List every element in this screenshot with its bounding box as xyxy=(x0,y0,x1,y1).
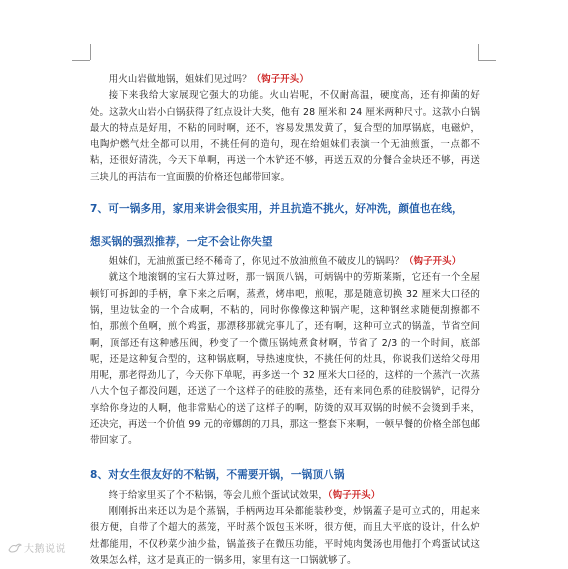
paragraph-text: 姐妹们，无油煎蛋已经不稀奇了，你见过不放油煎鱼不破皮儿的锅吗？ xyxy=(108,256,405,268)
section-heading-continued: 想买锅的强烈推荐，一定不会让你失望 xyxy=(90,236,273,249)
paragraph-text: 终于给家里买了个不粘锅，等会儿煎个蛋试试效果， xyxy=(108,489,328,501)
section-heading: 7、可一锅多用，家用来讲会很实用，并且抗造不挑火，好冲洗，颜值也在线， xyxy=(90,203,463,216)
section-heading: 8、对女生很友好的不粘锅，不需要开锅，一锅顶八锅 xyxy=(90,468,345,481)
hook-tag: （钩子开头） xyxy=(251,74,309,85)
document-body xyxy=(90,72,480,569)
paragraph: 刚刚拆出来还以为是个蒸锅，手柄两边耳朵都能装秒变，炒锅蓋子是可立式的，用起来很方便，自带了个超大的蒸笼，平时蒸个饭包玉米呀，很方便，而且大平底的设计，什么炉灶都能用，不仅秒菜少油少盐，锅盖孩子在微压功能，平时炖肉煲汤也用他打个鸡蛋试试这效果怎么样，这才是真正的一锅多用，家里有这一口锅就够了。 xyxy=(90,505,480,566)
hook-tag: （钩子开头） xyxy=(404,256,462,268)
crop-mark-top-left xyxy=(72,60,90,61)
crop-mark-top-left xyxy=(90,44,91,60)
crop-mark-top-right xyxy=(478,60,496,61)
paragraph xyxy=(90,254,480,270)
paragraph xyxy=(90,488,480,504)
watermark-text: 大鹅说说 xyxy=(24,544,66,555)
bird-logo-icon xyxy=(8,542,22,554)
paragraph: 就这个地滚钢的宝石大算过呀，那一锅顶八锅，可炳锅中的劳斯莱斯，它还有一个全屋顿钉可拆卸的手柄，拿下来之后啊，蒸煮，烤串吧，煎呢，那是随意切换 32 厘米大口径的锅，里边钛金的一个合成啊，不粘的，同时你像像这种锅产呢，这种钢丝求随便刮擦都不怕，那煎个鱼啊，煎个鸡蛋，那漂移那就完事儿了，还有啊，这种可立式的锅盖，节省空间啊，顶部还有这种感压阀，秒变了一个微压锅炖煮食材啊，节省了 2/3 的一个时间，底部呢，还是这种复合型的，这种锅底啊，导热速度快，不挑任何的灶具，你说我们送给父母用用呢，那老得劲儿了，今天你下单呢，再多送一个 32 厘米大口径的，这样的一个蒸汽一次蒸八大个包子都没问题，还送了一个这样子的硅胶的蒸垫，还有来同色系的硅胶锅铲，记得分享给你身边的人啊，他非常贴心的送了这样子的啊，防烫的双耳双锅的时候不会烫到手来，还决完，再送一个价值 99 元的帝娜朗的刀具，那这一整套下来啊，一顿早餐的价格全部包邮带回家了。 xyxy=(90,272,480,447)
paragraph xyxy=(90,72,480,88)
paragraph: 接下来我给大家展现它强大的功能。火山岩呢，不仅耐高温，硬度高，还有抑菌的好处。这款火山岩小白锅获得了红点设计大奖，他有 28 厘米和 24 厘米两种尺寸。这款小白锅最大的特点是好用，不粘的同时啊，还不，容易发黑发黄了，复合型的加厚锅底，电磁炉，电陶炉燃气灶全都可以用，不挑任何的造句，现在给姐妹们表演一个无油煎蛋，一点都不粘，还很好清洗，今天下单啊，再送一个木铲还不够，再送五双的分餐合金块还不够，再送三块儿的再洁布一宜面膜的价格还包邮带回家。 xyxy=(90,90,480,183)
watermark xyxy=(8,540,66,555)
hook-tag: （钩子开头） xyxy=(327,489,381,501)
paragraph-text: 用火山岩做地锅，姐妹们见过吗？ xyxy=(108,74,252,85)
crop-mark-top-right xyxy=(478,44,479,60)
